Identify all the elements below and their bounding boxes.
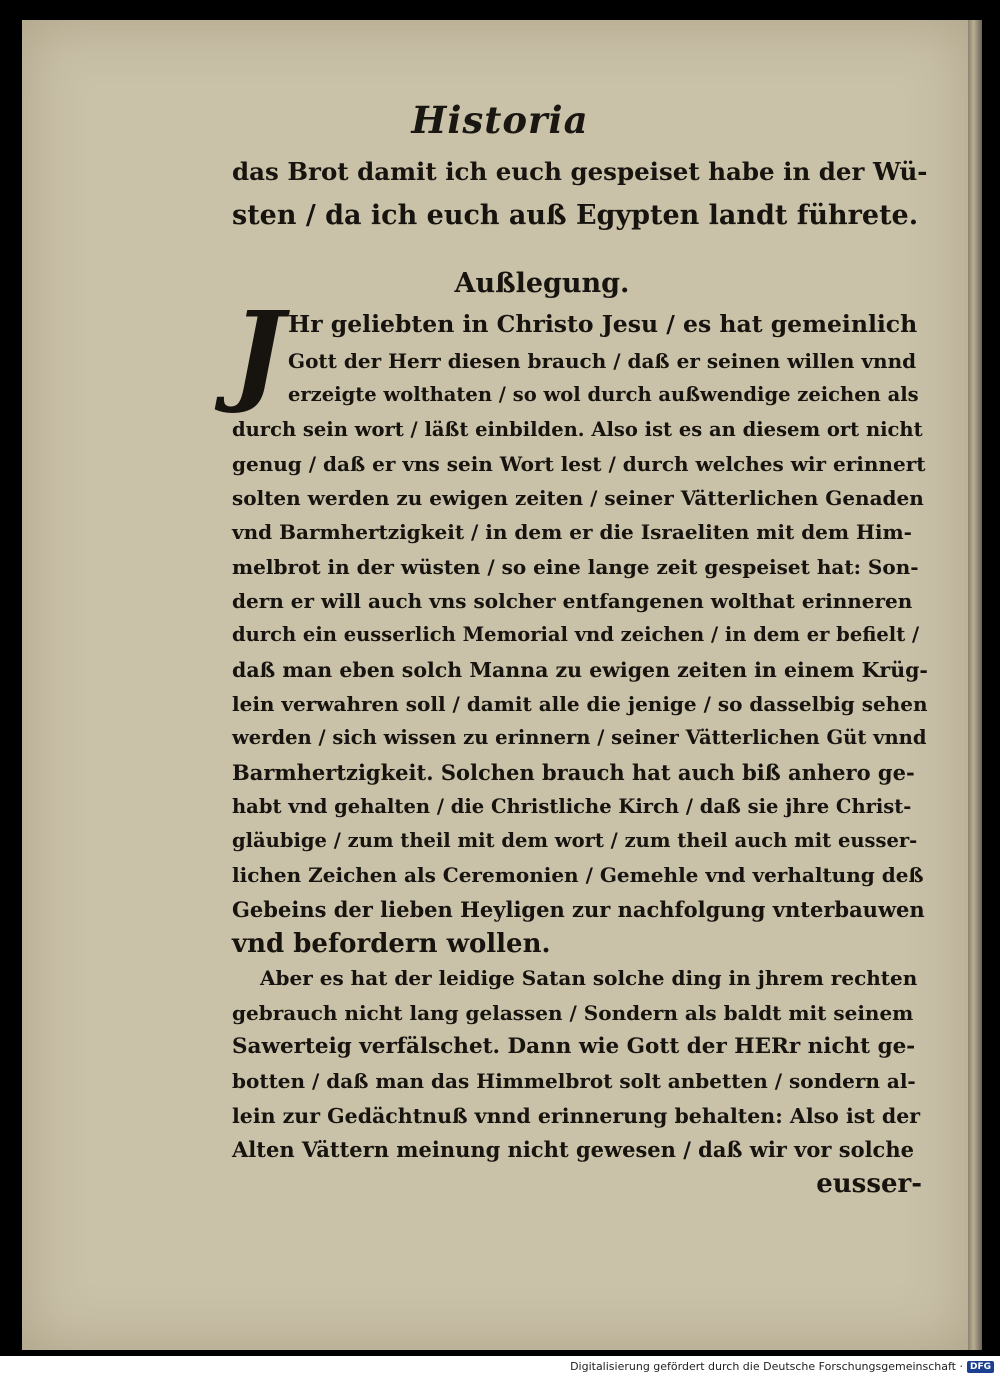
text-line: habt vnd gehalten / die Christliche Kirch / daß sie jhre Christ- [232, 794, 912, 818]
text-line: gläubige / zum theil mit dem wort / zum theil auch mit eusser- [232, 829, 918, 853]
digitization-footer [0, 1357, 1000, 1376]
running-head: Historia [411, 98, 589, 142]
page-edge [968, 20, 982, 1350]
text-line: Gott der Herr diesen brauch / daß er seinen willen vnnd [288, 349, 917, 373]
dfg-logo-icon: DFG [967, 1361, 994, 1373]
text-line: Hr geliebten in Christo Jesu / es hat gemeinlich [288, 310, 918, 338]
text-block [232, 150, 932, 1201]
text-line: genug / daß er vns sein Wort lest / durch welches wir erinnert [232, 451, 926, 476]
text-line: werden / sich wissen zu erinnern / seiner Vätterlichen Güt vnnd [232, 726, 927, 750]
text-line: dern er will auch vns solcher entfangenen wolthat erinneren [232, 589, 913, 614]
text-line: erzeigte wolthaten / so wol durch außwendige zeichen als [288, 383, 919, 407]
text-line: durch ein eusserlich Memorial vnd zeichen / in dem er befielt / [232, 623, 920, 647]
text-line: vnd Barmhertzigkeit / in dem er die Israeliten mit dem Him- [232, 520, 912, 545]
text-line: solten werden zu ewigen zeiten / seiner Vätterlichen Genaden [232, 486, 924, 511]
text-line: Alten Vättern meinung nicht gewesen / daß wir vor solche [232, 1136, 914, 1162]
text-line: Aber es hat der leidige Satan solche ding in jhrem rechten [260, 966, 918, 991]
text-line: Gebeins der lieben Heyligen zur nachfolgung vnterbauwen [232, 896, 925, 922]
text-line: daß man eben solch Manna zu ewigen zeiten in einem Krüg- [232, 657, 928, 682]
catchword: eusser- [816, 1169, 922, 1200]
section-heading: Außlegung. [454, 268, 630, 299]
text-line: durch sein wort / läßt einbilden. Also ist es an diesem ort nicht [232, 417, 923, 441]
text-line: sten / da ich euch auß Egypten landt führete. [232, 200, 919, 231]
text-line: das Brot damit ich euch gespeiset habe in der Wü- [232, 157, 928, 186]
drop-initial: J [232, 287, 285, 416]
text-line: gebrauch nicht lang gelassen / Sondern als baldt mit seinem [232, 1000, 914, 1025]
text-line: lichen Zeichen als Ceremonien / Gemehle vnd verhaltung deß [232, 863, 924, 888]
text-line: lein zur Gedächtnuß vnnd erinnerung behalten: Also ist der [232, 1103, 921, 1128]
text-line: botten / daß man das Himmelbrot solt anbetten / sondern al- [232, 1069, 916, 1094]
text-line: vnd befordern wollen. [232, 929, 551, 960]
footer-text: Digitalisierung gefördert durch die Deutsche Forschungsgemeinschaft · [570, 1360, 963, 1373]
text-line: melbrot in der wüsten / so eine lange zeit gespeiset hat: Son- [232, 554, 919, 579]
text-line: lein verwahren soll / damit alle die jenige / so dasselbig sehen [232, 691, 928, 716]
text-line: Barmhertzigkeit. Solchen brauch hat auch biß anhero ge- [232, 759, 915, 785]
text-line: Sawerteig verfälschet. Dann wie Gott der HERr nicht ge- [232, 1033, 916, 1059]
